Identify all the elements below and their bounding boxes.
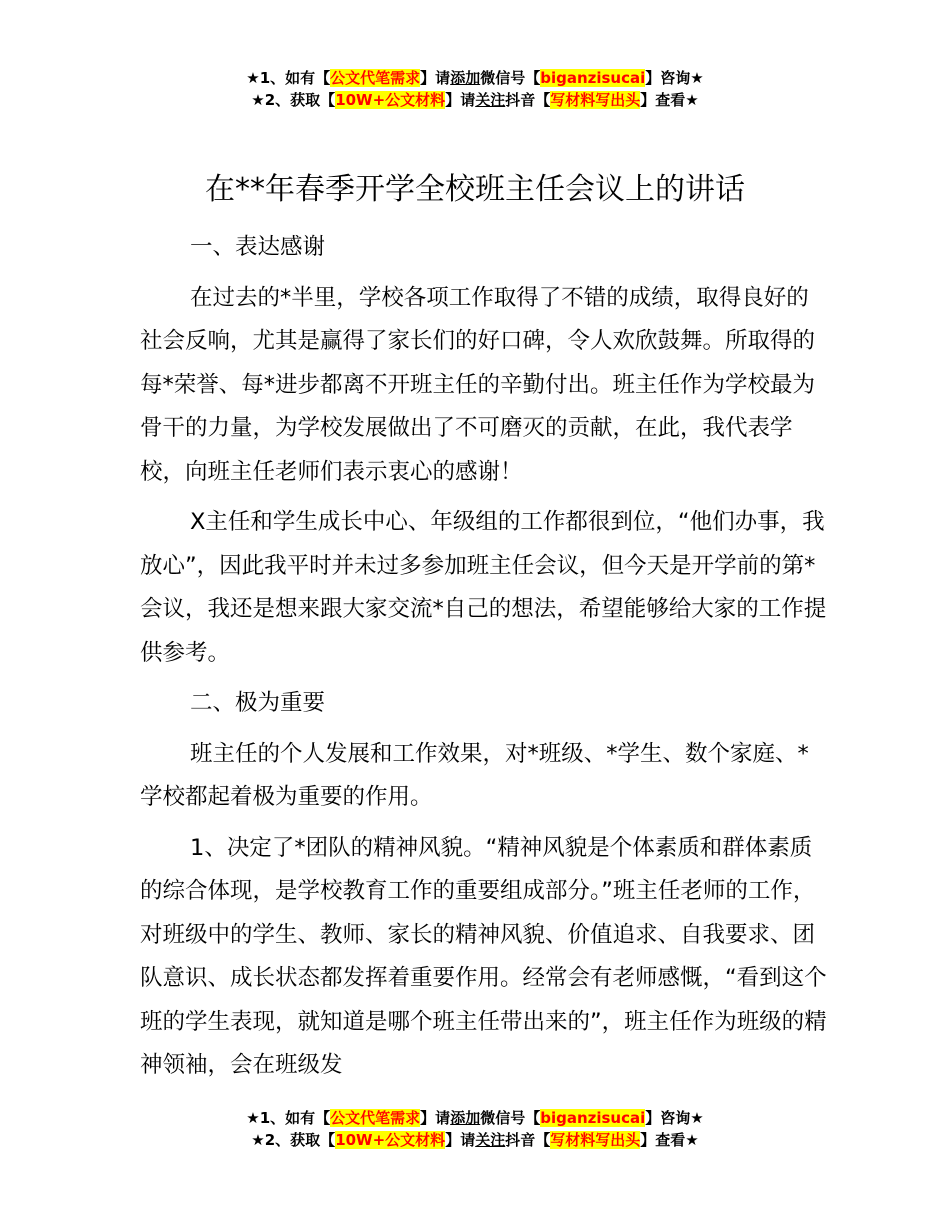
document-body — [140, 226, 830, 1088]
promo-text: ★2、获取【 — [251, 91, 336, 109]
paragraph-3: 班主任的个人发展和工作效果，对*班级、*学生、数个家庭、*学校都起着极为重要的作用。 — [140, 740, 809, 810]
promo-banner-top — [0, 67, 950, 111]
promo-line-2 — [0, 89, 950, 111]
promo-highlight: 10W+公文材料 — [335, 1131, 446, 1149]
promo-text: 】查看★ — [640, 91, 699, 109]
promo-underline: 添加 — [450, 69, 481, 87]
promo-text: 微信号【 — [480, 1109, 541, 1127]
promo-text: ★1、如有【 — [246, 69, 331, 87]
promo-text: 】查看★ — [640, 1131, 699, 1149]
document-title: 在**年春季开学全校班主任会议上的讲话 — [205, 172, 745, 207]
promo-text: 】请 — [420, 69, 451, 87]
promo-line-1 — [0, 67, 950, 89]
promo-text: 】请 — [420, 1109, 451, 1127]
paragraph-4: 1、决定了*团队的精神风貌。“精神风貌是个体素质和群体素质的综合体现，是学校教育工作的重要组成部分。”班主任老师的工作，对班级中的学生、教师、家长的精神风貌、价值追求、自我要求、团队意识、成长状态都发挥着重要作用。经常会有老师感慨，“看到这个班的学生表现，就知道是哪个班主任带出来的”，班主任作为班级的精神领袖，会在班级发 — [140, 834, 827, 1078]
promo-highlight: 写材料写出头 — [550, 1131, 641, 1149]
promo-text: 】请 — [445, 91, 476, 109]
promo-highlight: 10W+公文材料 — [335, 91, 446, 109]
promo-underline: 关注 — [475, 91, 506, 109]
promo-line-1 — [0, 1107, 950, 1129]
promo-underline: 添加 — [450, 1109, 481, 1127]
section-heading-1: 一、表达感谢 — [190, 234, 326, 260]
promo-highlight: 写材料写出头 — [550, 91, 641, 109]
promo-banner-bottom — [0, 1107, 950, 1151]
promo-text: 】咨询★ — [645, 69, 704, 87]
promo-underline: 关注 — [475, 1131, 506, 1149]
promo-highlight: 公文代笔需求 — [330, 69, 421, 87]
promo-text: 微信号【 — [480, 69, 541, 87]
paragraph-2: X主任和学生成长中心、年级组的工作都很到位，“他们办事，我放心”，因此我平时并未过多参加班主任会议，但今天是开学前的第*会议，我还是想来跟大家交流*自己的想法，希望能够给大家的工作提供参考。 — [140, 509, 827, 666]
promo-highlight: biganzisucai — [540, 1109, 646, 1127]
promo-highlight: 公文代笔需求 — [330, 1109, 421, 1127]
paragraph-1: 在过去的*半里，学校各项工作取得了不错的成绩，取得良好的社会反响，尤其是赢得了家长们的好口碑，令人欢欣鼓舞。所取得的每*荣誉、每*进步都离不开班主任的辛勤付出。班主任作为学校最为骨干的力量，为学校发展做出了不可磨灭的贡献，在此，我代表学校，向班主任老师们表示衷心的感谢！ — [140, 284, 816, 485]
promo-text: 】请 — [445, 1131, 476, 1149]
promo-line-2 — [0, 1129, 950, 1151]
promo-text: 抖音【 — [505, 1131, 551, 1149]
promo-text: 抖音【 — [505, 91, 551, 109]
promo-text: 】咨询★ — [645, 1109, 704, 1127]
section-heading-2: 二、极为重要 — [190, 690, 326, 716]
promo-text: ★2、获取【 — [251, 1131, 336, 1149]
promo-text: ★1、如有【 — [246, 1109, 331, 1127]
promo-highlight: biganzisucai — [540, 69, 646, 87]
